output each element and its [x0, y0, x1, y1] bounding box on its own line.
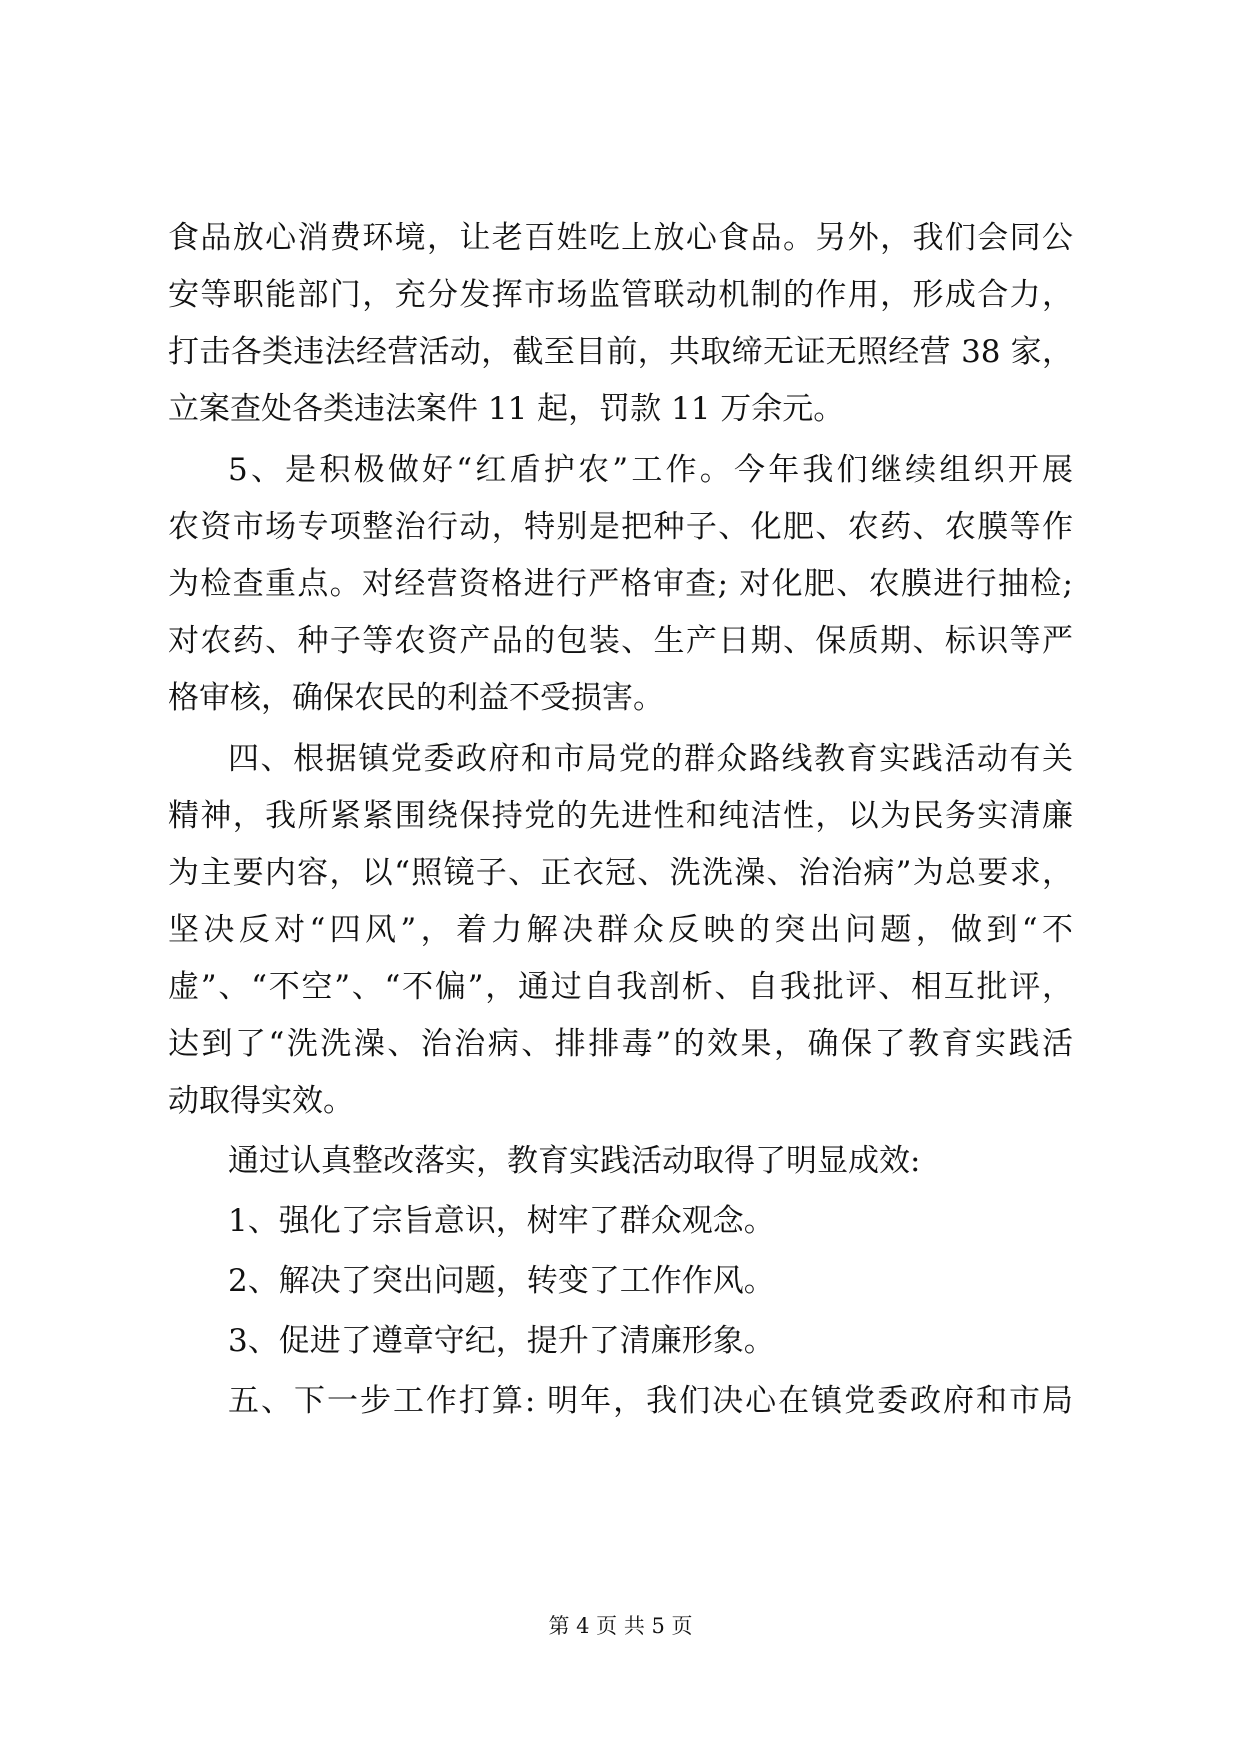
- text-line: 打击各类违法经营活动，截至目前，共取缔无证无照经营 38 家，: [168, 334, 1073, 370]
- text-line: 5、是积极做好“红盾护农”工作。今年我们继续组织开展: [228, 452, 1073, 488]
- text-line: 农资市场专项整治行动，特别是把种子、化肥、农药、农膜等作: [168, 509, 1073, 545]
- text-line: 2、解决了突出问题，转变了工作作风。: [228, 1263, 775, 1299]
- text-line: 四、根据镇党委政府和市局党的群众路线教育实践活动有关: [228, 741, 1073, 777]
- text-line: 精神，我所紧紧围绕保持党的先进性和纯洁性，以为民务实清廉: [168, 798, 1073, 834]
- text-line: 坚决反对“四风”，着力解决群众反映的突出问题，做到“不: [168, 912, 1073, 948]
- text-line: 为主要内容，以“照镜子、正衣冠、洗洗澡、治治病”为总要求，: [168, 855, 1073, 891]
- text-line: 对农药、种子等农资产品的包装、生产日期、保质期、标识等严: [168, 623, 1073, 659]
- text-line: 食品放心消费环境，让老百姓吃上放心食品。另外，我们会同公: [168, 220, 1073, 256]
- text-line: 动取得实效。: [168, 1083, 354, 1119]
- text-line: 为检查重点。对经营资格进行严格审查; 对化肥、农膜进行抽检;: [168, 566, 1073, 602]
- text-line: 1、强化了宗旨意识，树牢了群众观念。: [228, 1203, 775, 1239]
- text-line: 达到了“洗洗澡、治治病、排排毒”的效果，确保了教育实践活: [168, 1026, 1073, 1062]
- text-line: 3、促进了遵章守纪，提升了清廉形象。: [228, 1323, 775, 1359]
- text-line: 通过认真整改落实，教育实践活动取得了明显成效:: [228, 1143, 921, 1179]
- text-line: 五、下一步工作打算: 明年，我们决心在镇党委政府和市局: [228, 1383, 1073, 1419]
- text-line: 安等职能部门，充分发挥市场监管联动机制的作用，形成合力，: [168, 277, 1073, 313]
- text-line: 格审核，确保农民的利益不受损害。: [168, 680, 664, 716]
- text-line: 立案查处各类违法案件 11 起，罚款 11 万余元。: [168, 391, 845, 427]
- text-line: 虚”、“不空”、“不偏”，通过自我剖析、自我批评、相互批评，: [168, 969, 1073, 1005]
- page-number-footer: 第 4 页 共 5 页: [548, 1614, 693, 1638]
